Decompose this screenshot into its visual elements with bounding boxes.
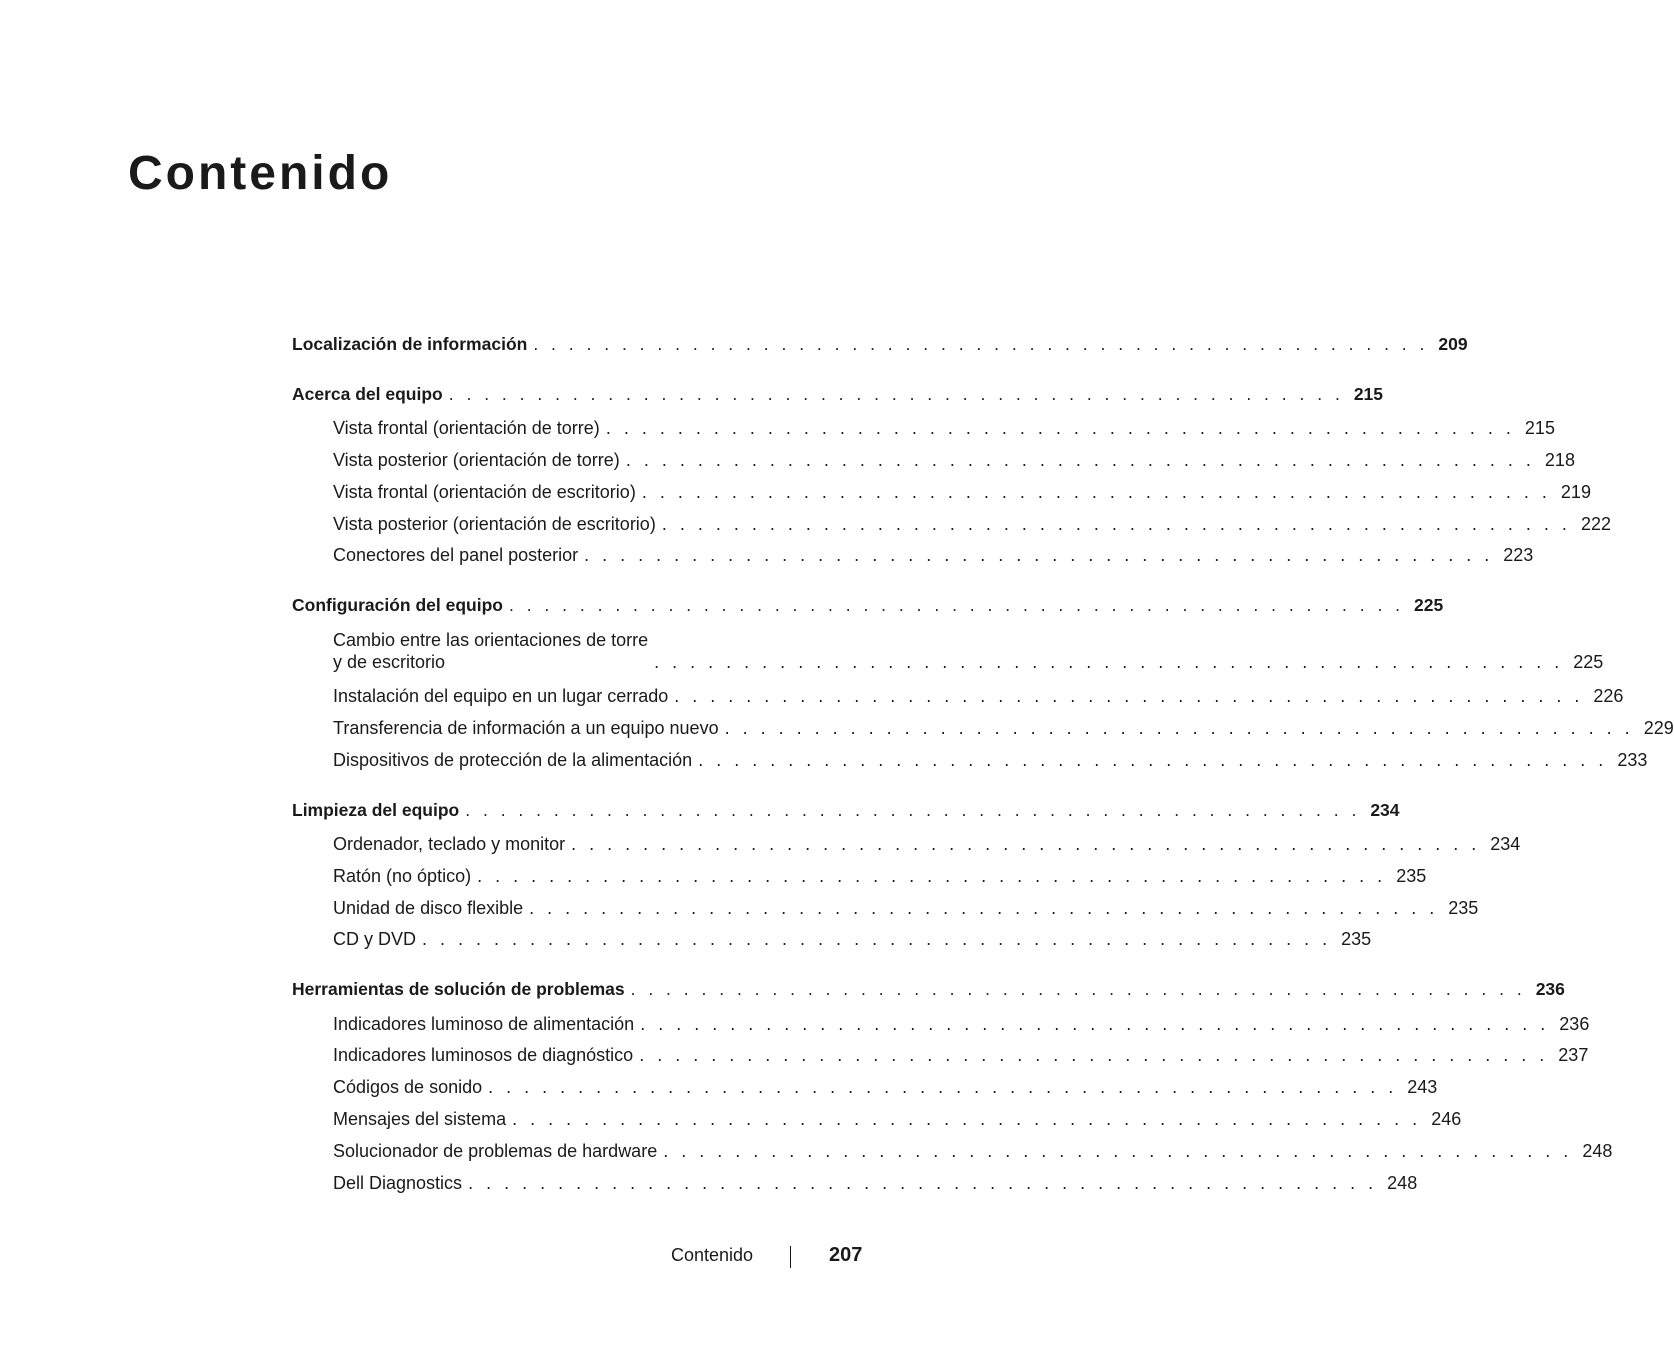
toc-entry-title: Unidad de disco flexible xyxy=(333,898,524,918)
toc-dot-leader: . . . . . . . . . . . . . . . . . . . . . . . . . . . . . . . . . . . . . . . . . . . . . . . . . . . xyxy=(422,929,1332,949)
toc-entry-page-number: 235 xyxy=(1448,898,1479,918)
toc-entry-title: CD y DVD xyxy=(333,929,417,949)
toc-entry-title: Localización de información xyxy=(292,334,528,354)
toc-entry[interactable] xyxy=(333,897,1479,919)
toc-entry[interactable] xyxy=(292,333,1468,355)
toc-entry[interactable] xyxy=(333,685,1624,707)
toc-entry-title: Indicadores luminoso de alimentación xyxy=(333,1014,635,1034)
toc-entry-title: Transferencia de información a un equipo nuevo xyxy=(333,718,719,738)
toc-dot-leader: . . . . . . . . . . . . . . . . . . . . . . . . . . . . . . . . . . . . . . . . . . . . . . . . . . . xyxy=(663,1141,1573,1161)
toc-entry-title: Instalación del equipo en un lugar cerrado xyxy=(333,686,669,706)
toc-dot-leader: . . . . . . . . . . . . . . . . . . . . . . . . . . . . . . . . . . . . . . . . . . . . . . . . . . . xyxy=(674,686,1584,706)
toc-entry-page-number: 236 xyxy=(1535,979,1565,999)
toc-entry[interactable] xyxy=(333,928,1372,950)
toc-entry-page-number: 243 xyxy=(1407,1077,1438,1097)
toc-entry-page-number: 246 xyxy=(1431,1109,1462,1129)
toc-entry-title: Conectores del panel posterior xyxy=(333,545,579,565)
toc-entry-title: Ordenador, teclado y monitor xyxy=(333,834,566,854)
toc-entry[interactable] xyxy=(333,1013,1590,1035)
footer-section-label: Contenido xyxy=(671,1245,754,1265)
toc-entry-page-number: 236 xyxy=(1559,1014,1590,1034)
toc-dot-leader: . . . . . . . . . . . . . . . . . . . . . . . . . . . . . . . . . . . . . . . . . . . . . . . . . . . xyxy=(625,450,1535,470)
toc-entry[interactable] xyxy=(333,544,1534,566)
toc-entry[interactable] xyxy=(292,978,1565,1000)
toc-dot-leader: . . . . . . . . . . . . . . . . . . . . . . . . . . . . . . . . . . . . . . . . . . . . . . . . . . . xyxy=(512,1109,1422,1129)
toc-dot-leader: . . . . . . . . . . . . . . . . . . . . . . . . . . . . . . . . . . . . . . . . . . . . . . . . . . . xyxy=(468,1173,1378,1193)
toc-entry-title: Vista frontal (orientación de torre) xyxy=(333,418,600,438)
toc-entry-title: Limpieza del equipo xyxy=(292,800,460,820)
toc-entry-title: Códigos de sonido xyxy=(333,1077,483,1097)
toc-dot-leader: . . . . . . . . . . . . . . . . . . . . . . . . . . . . . . . . . . . . . . . . . . . . . . . . . . . xyxy=(661,514,1571,534)
toc-entry-title: Solucionador de problemas de hardware xyxy=(333,1141,658,1161)
toc-entry[interactable] xyxy=(333,1172,1418,1194)
toc-entry[interactable] xyxy=(333,717,1674,739)
toc-entry[interactable] xyxy=(333,417,1555,439)
toc-entry-title: Dell Diagnostics xyxy=(333,1173,463,1193)
toc-entry[interactable] xyxy=(333,629,1604,673)
toc-dot-leader: . . . . . . . . . . . . . . . . . . . . . . . . . . . . . . . . . . . . . . . . . . . . . . . . . . . xyxy=(654,652,1564,672)
toc-entry-title: Acerca del equipo xyxy=(292,384,443,404)
toc-entry-title-continuation: y de escritorio xyxy=(333,652,446,672)
page-title: Contenido xyxy=(128,147,393,200)
toc-entry[interactable] xyxy=(333,449,1575,471)
toc-entry-page-number: 218 xyxy=(1544,450,1575,470)
toc-entry-title: Vista posterior (orientación de torre) xyxy=(333,450,620,470)
toc-entry[interactable] xyxy=(333,513,1611,535)
toc-entry-title: Vista frontal (orientación de escritorio) xyxy=(333,482,636,502)
toc-entry-page-number: 234 xyxy=(1490,834,1521,854)
toc-entry[interactable] xyxy=(292,383,1384,405)
toc-entry-page-number: 225 xyxy=(1414,595,1444,615)
toc-entry-title: Ratón (no óptico) xyxy=(333,866,472,886)
toc-entry-page-number: 229 xyxy=(1643,718,1674,738)
toc-entry-page-number: 223 xyxy=(1503,545,1534,565)
toc-dot-leader: . . . . . . . . . . . . . . . . . . . . . . . . . . . . . . . . . . . . . . . . . . . . . . . . . . . xyxy=(698,750,1608,770)
toc-entry-page-number: 235 xyxy=(1396,866,1427,886)
toc-entry[interactable] xyxy=(292,594,1444,616)
toc-dot-leader: . . . . . . . . . . . . . . . . . . . . . . . . . . . . . . . . . . . . . . . . . . . . . . . . . . . xyxy=(465,800,1361,820)
toc-entry[interactable] xyxy=(333,749,1648,771)
toc-entry-title: Vista posterior (orientación de escritorio) xyxy=(333,514,656,534)
toc-entry[interactable] xyxy=(333,1044,1589,1066)
toc-entry-page-number: 248 xyxy=(1582,1141,1613,1161)
toc-entry[interactable] xyxy=(333,1076,1438,1098)
toc-dot-leader: . . . . . . . . . . . . . . . . . . . . . . . . . . . . . . . . . . . . . . . . . . . . . . . . . . . xyxy=(477,866,1387,886)
toc-entry-page-number: 234 xyxy=(1370,800,1400,820)
toc-entry[interactable] xyxy=(333,1140,1613,1162)
toc-entry-title: Cambio entre las orientaciones de torre xyxy=(333,630,649,650)
toc-dot-leader: . . . . . . . . . . . . . . . . . . . . . . . . . . . . . . . . . . . . . . . . . . . . . . . . . . . xyxy=(640,1014,1550,1034)
toc-entry-page-number: 235 xyxy=(1341,929,1372,949)
toc-entry-title: Configuración del equipo xyxy=(292,595,503,615)
footer-page-number: 207 xyxy=(829,1244,863,1266)
toc-dot-leader: . . . . . . . . . . . . . . . . . . . . . . . . . . . . . . . . . . . . . . . . . . . . . . . . . . . xyxy=(571,834,1481,854)
toc-dot-leader: . . . . . . . . . . . . . . . . . . . . . . . . . . . . . . . . . . . . . . . . . . . . . . . . . . . xyxy=(529,898,1439,918)
toc-entry[interactable] xyxy=(333,865,1427,887)
toc-entry-title: Herramientas de solución de problemas xyxy=(292,979,625,999)
toc-entry[interactable] xyxy=(333,833,1521,855)
toc-entry-title: Mensajes del sistema xyxy=(333,1109,507,1129)
toc-dot-leader: . . . . . . . . . . . . . . . . . . . . . . . . . . . . . . . . . . . . . . . . . . . . . . . . . . . xyxy=(584,545,1494,565)
toc-dot-leader: . . . . . . . . . . . . . . . . . . . . . . . . . . . . . . . . . . . . . . . . . . . . . . . . . . . xyxy=(724,718,1634,738)
toc-entry-page-number: 233 xyxy=(1617,750,1648,770)
toc-entry-title xyxy=(333,629,648,673)
toc-entry-title: Dispositivos de protección de la alimentación xyxy=(333,750,693,770)
toc-entry-page-number: 222 xyxy=(1580,514,1611,534)
toc-dot-leader: . . . . . . . . . . . . . . . . . . . . . . . . . . . . . . . . . . . . . . . . . . . . . . . . . . . xyxy=(639,1045,1549,1065)
toc-dot-leader: . . . . . . . . . . . . . . . . . . . . . . . . . . . . . . . . . . . . . . . . . . . . . . . . . . . xyxy=(533,334,1429,354)
toc-entry-page-number: 248 xyxy=(1387,1173,1418,1193)
toc-entry-page-number: 237 xyxy=(1558,1045,1589,1065)
toc-entry-title: Indicadores luminosos de diagnóstico xyxy=(333,1045,634,1065)
toc-entry[interactable] xyxy=(333,481,1591,503)
toc-entry-page-number: 225 xyxy=(1573,652,1604,672)
toc-dot-leader: . . . . . . . . . . . . . . . . . . . . . . . . . . . . . . . . . . . . . . . . . . . . . . . . . . . xyxy=(605,418,1515,438)
toc-dot-leader: . . . . . . . . . . . . . . . . . . . . . . . . . . . . . . . . . . . . . . . . . . . . . . . . . . . xyxy=(508,595,1405,615)
toc-entry-page-number: 219 xyxy=(1560,482,1591,502)
toc-entry-page-number: 215 xyxy=(1353,384,1384,404)
toc-entry[interactable] xyxy=(292,799,1400,821)
toc-dot-leader: . . . . . . . . . . . . . . . . . . . . . . . . . . . . . . . . . . . . . . . . . . . . . . . . . . . xyxy=(641,482,1551,502)
footer-separator xyxy=(790,1246,791,1268)
toc-entry[interactable] xyxy=(333,1108,1462,1130)
toc-dot-leader: . . . . . . . . . . . . . . . . . . . . . . . . . . . . . . . . . . . . . . . . . . . . . . . . . . . xyxy=(448,384,1344,404)
toc-entry-page-number: 226 xyxy=(1593,686,1624,706)
toc-dot-leader: . . . . . . . . . . . . . . . . . . . . . . . . . . . . . . . . . . . . . . . . . . . . . . . . . . . xyxy=(630,979,1526,999)
toc-entry-page-number: 215 xyxy=(1524,418,1555,438)
toc-dot-leader: . . . . . . . . . . . . . . . . . . . . . . . . . . . . . . . . . . . . . . . . . . . . . . . . . . . xyxy=(488,1077,1398,1097)
toc-entry-page-number: 209 xyxy=(1438,334,1468,354)
